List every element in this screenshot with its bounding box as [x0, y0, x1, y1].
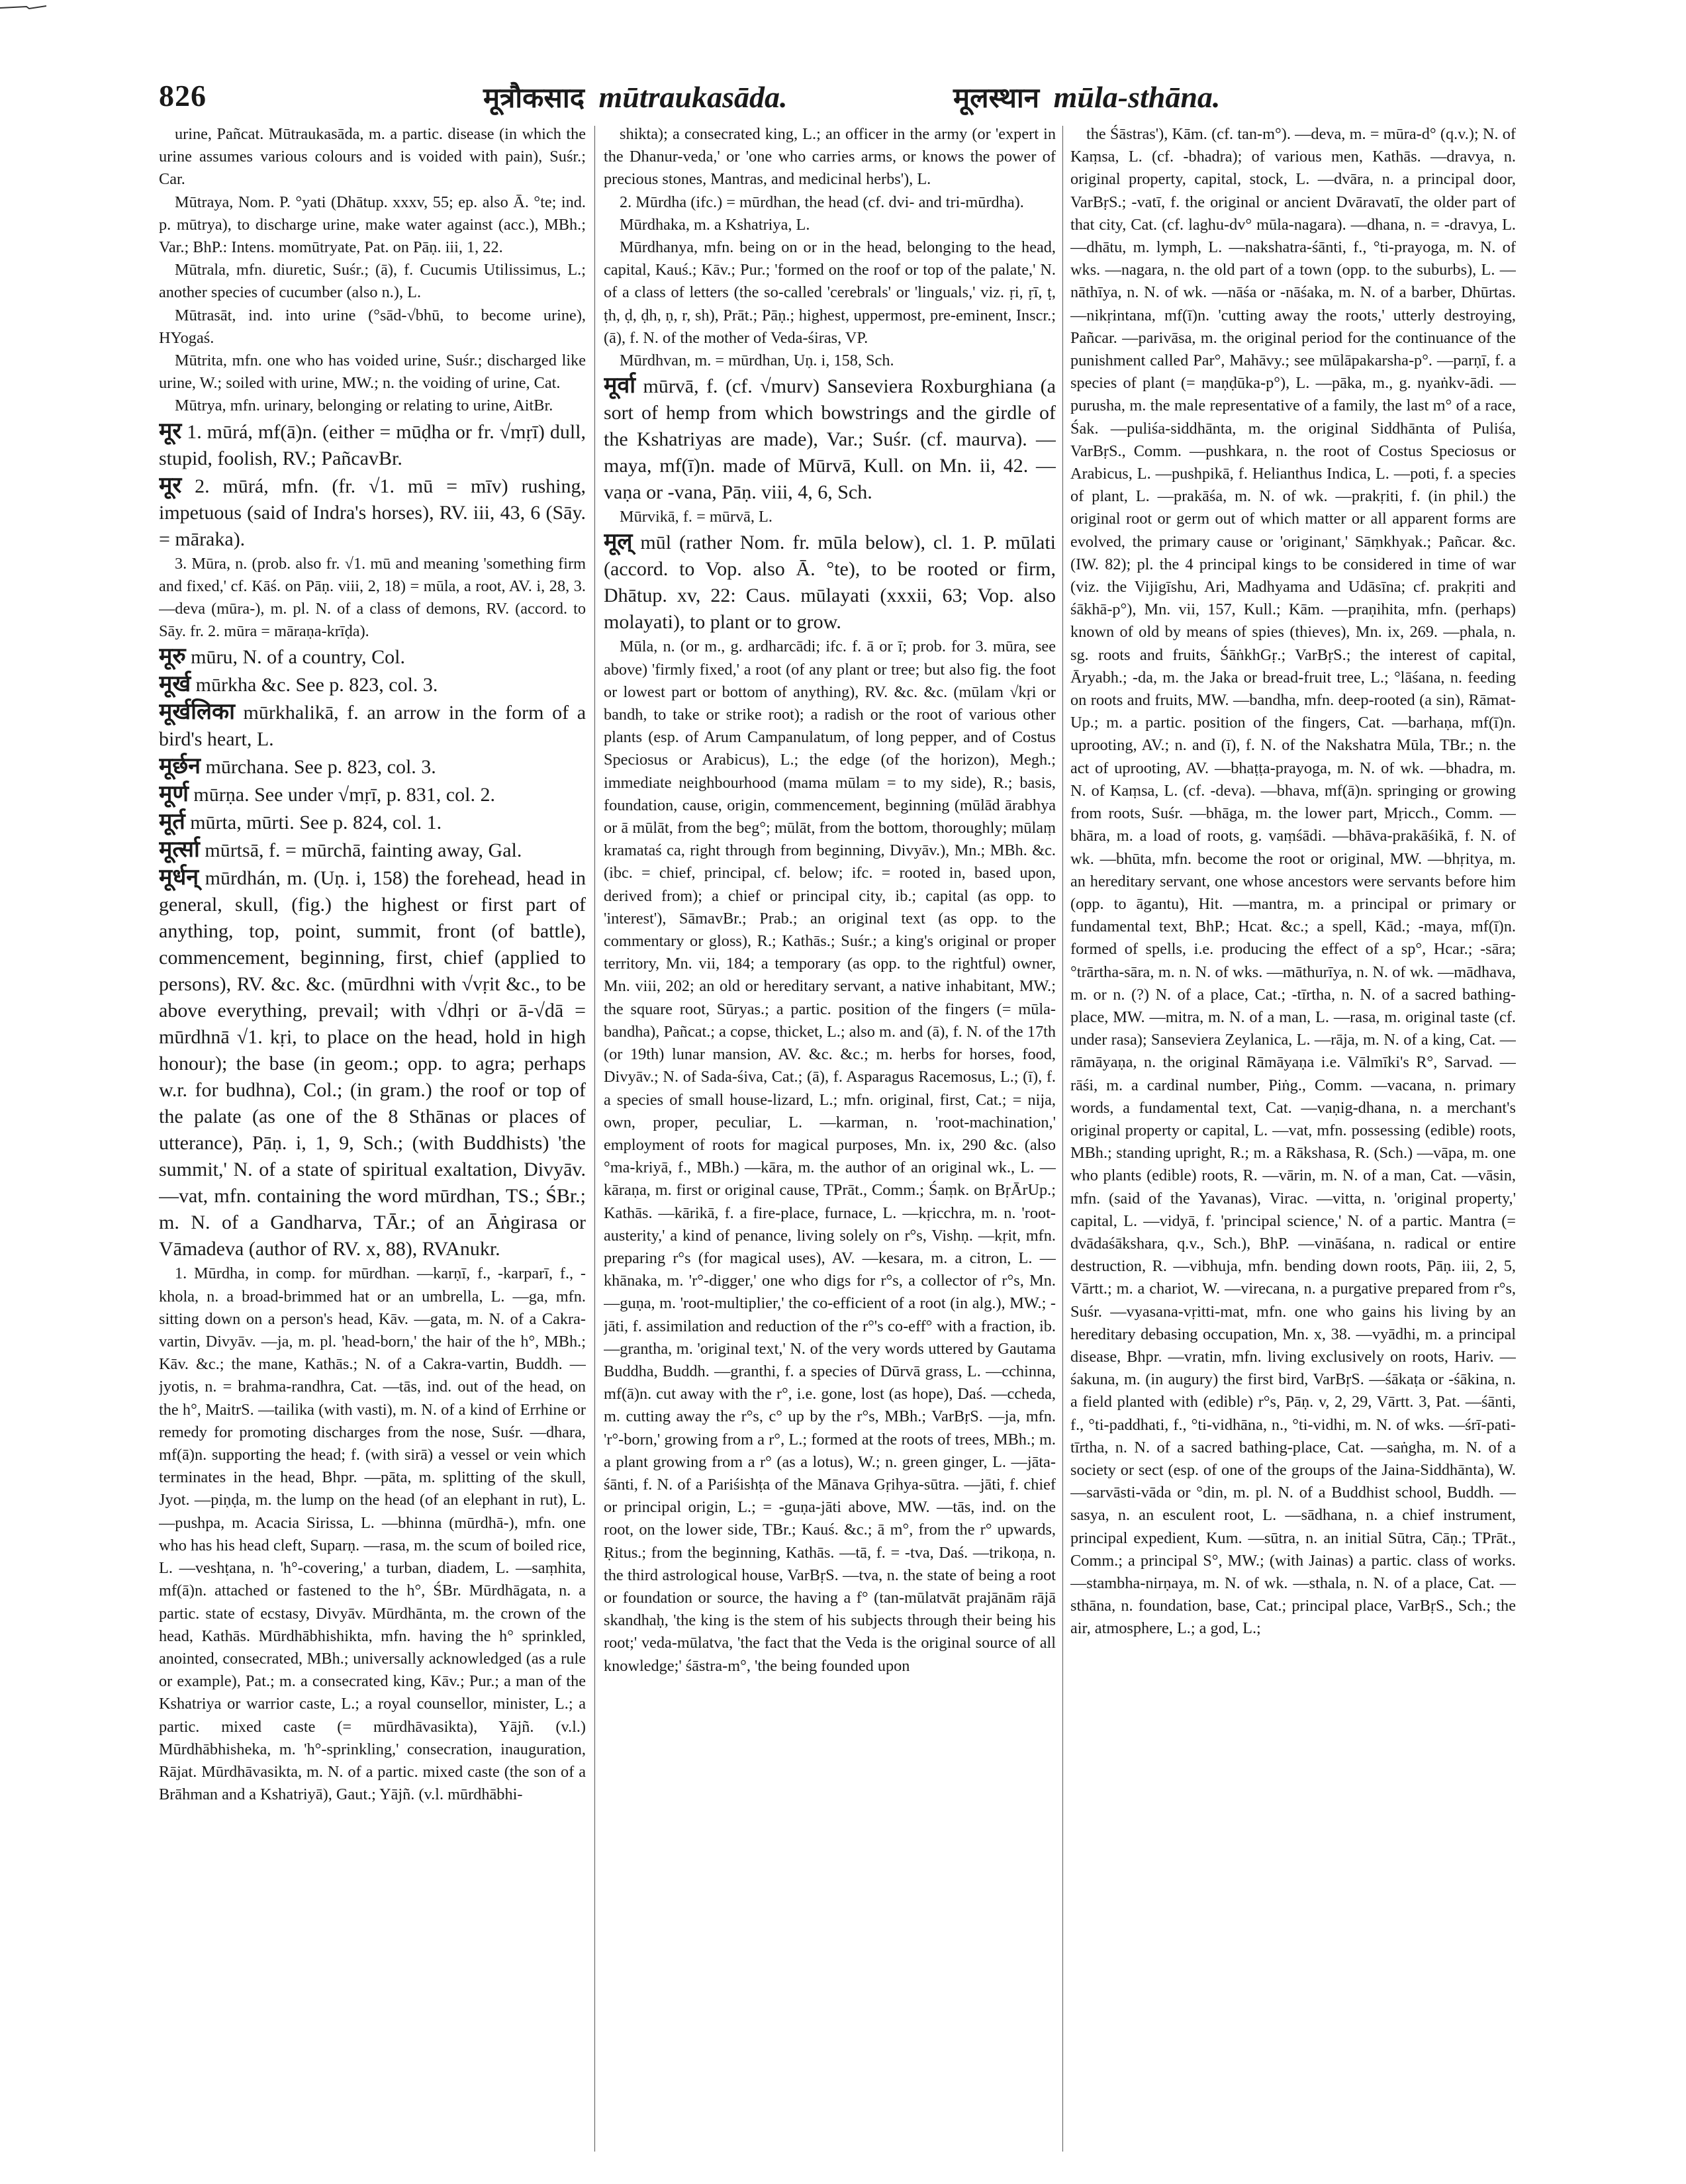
dictionary-entry: [159, 305, 586, 350]
dictionary-entry: [604, 372, 1056, 506]
column-rule: [594, 126, 595, 2152]
dictionary-entry: [604, 636, 1056, 1677]
dictionary-entry: [159, 643, 586, 671]
running-head-left-devanagari: मूत्रौकसाद: [483, 81, 585, 114]
entry-headword-devanagari: मूर: [159, 417, 182, 444]
entry-text: Mūrvikā, f. = mūrvā, L.: [620, 508, 773, 526]
entry-text: Mūtrala, mfn. diuretic, Suśr.; (ā), f. Cucumis Utilissimus, L.; another species of cucumber (also n.), L.: [159, 261, 586, 302]
entry-text: Mūtrita, mfn. one who has voided urine, Suśr.; discharged like urine, W.; soiled with urine, MW.; n. the voiding of urine, Cat.: [159, 352, 586, 393]
entry-headword-devanagari: मूर्त्सा: [159, 836, 200, 863]
dictionary-entry: [159, 698, 586, 753]
entry-headword-devanagari: मूर्खलिका: [159, 698, 235, 726]
entry-headword-devanagari: मूर्धन्: [159, 864, 199, 891]
entry-text: mūrkhalikā, f. an arrow in the form of a bird's heart, L.: [159, 702, 586, 751]
entry-text: mūrvā, f. (cf. √murv) Sanseviera Roxburghiana (a sort of hemp from which bowstrings and the girdle of the Kshatriyas are made), Var.; Suśr. (cf. maurva). —maya, mf(ī)n. made of Mūrvā, Kull. on Mn. ii, 42. —vaṇa or -vana, Pāṇ. viii, 4, 6, Sch.: [604, 375, 1056, 504]
dictionary-entry: [159, 418, 586, 472]
running-head-left: [483, 78, 788, 116]
entry-text: mūrtsā, f. = mūrchā, fainting away, Gal.: [205, 839, 522, 862]
dictionary-entry: [159, 781, 586, 808]
entry-text: Mūrdhanya, mfn. being on or in the head, belonging to the head, capital, Kauś.; Kāv.; Pur.; 'formed on the roof or top of the palate,' N. of a class of letters (the so-called 'cerebrals' or 'linguals,' viz. ṛi, ṛī, ṭ, ṭh, ḍ, ḍh, ṇ, r, sh), Prāt.; Pāṇ.; highest, uppermost, pre-eminent, Inscr.; (ā), f. N. of the mother of Veda-śiras, VP.: [604, 238, 1056, 347]
entry-text: mūrdhán, m. (Uṇ. i, 158) the forehead, head in general, skull, (fig.) the highest or first part of anything, top, point, summit, front (of battle), commencement, beginning, first, chief (applied to persons), RV. &c. &c. (mūrdhni with √vṛit &c., to be above everything, prevail; with √dhṛi or ā-√dā = mūrdhnā √1. kṛi, to place on the head, hold in high honour); the base (in geom.; opp. to agra; perhaps w.r. for budhna), Col.; (in gram.) the roof or top of the palate (as one of the 8 Sthānas or places of utterance), Pāṇ. i, 1, 9, Sch.; (with Buddhists) 'the summit,' N. of a state of spiritual exaltation, Divyāv. —vat, mfn. containing the word mūrdhan, TS.; ŚBr.; m. N. of a Gandharva, TĀr.; of an Āṅgirasa or Vāmadeva (author of RV. x, 88), RVAnukr.: [159, 867, 586, 1260]
page-number: 826: [159, 79, 207, 113]
entry-text: Mūrdhvan, m. = mūrdhan, Uṇ. i, 158, Sch.: [620, 352, 894, 370]
scan-mark: [0, 4, 46, 11]
entry-text: mūrṇa. See under √mṛī, p. 831, col. 2.: [193, 784, 495, 806]
dictionary-entry: [159, 259, 586, 304]
entry-text: mūrta, mūrti. See p. 824, col. 1.: [190, 812, 442, 834]
dictionary-entry: [159, 864, 586, 1262]
dictionary-column-3: [1070, 123, 1516, 2162]
entry-headword-devanagari: मूर: [159, 471, 182, 499]
dictionary-entry: [159, 553, 586, 643]
dictionary-entry: [1070, 123, 1516, 1640]
dictionary-entry: [159, 1262, 586, 1806]
running-head-right-transliteration: mūla-sthāna.: [1053, 80, 1221, 114]
dictionary-entry: [604, 123, 1056, 191]
entry-text: mūru, N. of a country, Col.: [191, 646, 406, 669]
entry-headword-devanagari: मूर्ण: [159, 781, 189, 808]
entry-text: Mūla, n. (or m., g. ardharcādi; ifc. f. ā or ī; prob. for 3. mūra, see above) 'firmly fixed,' a root (of any plant or tree; but also fig. the foot or lowest part or bottom of anything), RV. &c. &c. (mūlam √kṛi or bandh, to take or strike root); a radish or the root of various other plants (esp. of Arum Campanulatum, of long pepper, and of Costus Speciosus or Arabicus), L.; the edge (of the horizon), Megh.; immediate neighbourhood (mama mūlam = to my side), R.; basis, foundation, cause, origin, commencement, beginning (mūlād ārabhya or ā mūlāt, from the beg°; mūlāt, from the bottom, thoroughly; mūlaṃ kramataś ca, right through from beginning, Divyāv.), Mn.; MBh. &c. (ibc. = chief, principal, cf. below; ifc. = rooted in, based upon, derived from); a chief or principal city, ib.; capital (as opp. to 'interest'), SāmavBr.; Prab.; an original text (as opp. to the commentary or gloss), R.; Kathās.; Suśr.; a king's original or proper territory, Mn. vii, 184; a temporary (as opp. to the rightful) owner, Mn. viii, 202; an old or hereditary servant, a native inhabitant, MW.; the square root, Sūryas.; a partic. position of the fingers (= mūla-bandha), Pañcat.; a copse, thicket, L.; also m. and (ā), f. N. of the 17th (or 19th) lunar mansion, AV. &c. &c.; m. herbs for horses, food, Divyāv.; N. of Sada-śiva, Cat.; (ā), f. Asparagus Racemosus, L.; (ī), f. a species of small house-lizard, L.; mfn. original, first, Cat.; = nija, own, proper, peculiar, L. —karman, n. 'root-machination,' employment of roots for magical purposes, Mn. ix, 290 &c. (also °ma-kriyā, f., MBh.) —kāra, m. the author of an original wk., L. —kāraṇa, m. first or original cause, TPrāt., Comm.; Śaṃk. on BṛĀrUp.; Kathās. —kārikā, f. a fire-place, furnace, L. —kṛicchra, m. n. 'root-austerity,' a kind of penance, living solely on r°s, Vishṇ. —kṛit, mfn. preparing r°s (for magical uses), AV. —kesara, m. a citron, L. —khānaka, m. 'r°-digger,' one who digs for r°s, a collector of r°s, Mn. —guṇa, m. 'root-multiplier,' the co-efficient of a root (in alg.), MW.; -jāti, f. assimilation and reduction of the r°'s co-eff° with a fraction, ib. —grantha, m. 'original text,' N. of the very words uttered by Gautama Buddha, Buddh. —granthi, f. a species of Dūrvā grass, L. —cchinna, mf(ā)n. cut away with the r°, i.e. gone, lost (as hope), Daś. —ccheda, m. cutting away the r°s, c° up by the r°s, MBh.; VarBṛS. —ja, mfn. 'r°-born,' growing from a r°, L.; formed at the roots of trees, MBh.; m. a plant growing from a r° (as a lotus), W.; n. green ginger, L. —jāta-śānti, f. N. of a Pariśishṭa of the Mānava Gṛihya-sūtra. —jāti, f. chief or principal origin, L.; = -guṇa-jāti above, MW. —tās, ind. on the root, on the lower side, TBr.; Kauś. &c.; ā m°, from the r° upwards, Ṛitus.; from the beginning, Kathās. —tā, f. = -tva, Daś. —trikoṇa, n. the third astrological house, VarBṛS. —tva, n. the state of being a root or foundation or source, the having a f° (tan-mūlatvāt prajānām rājā skandhaḥ, 'the king is the stem of his subjects through their being his root;' veda-mūlatva, 'the fact that the Veda is the original source of all knowledge;' śāstra-m°, 'the being founded upon: [604, 638, 1056, 1675]
dictionary-entry: [159, 191, 586, 260]
running-head-left-transliteration: mūtraukasāda.: [598, 80, 788, 114]
entry-text: Mūtraya, Nom. P. °yati (Dhātup. xxxv, 55; ep. also Ā. °te; ind. p. mūtrya), to discharge urine, make water against (acc.), MBh.; Var.; BhP.: Intens. momūtryate, Pat. on Pāṇ. iii, 1, 22.: [159, 193, 586, 257]
entry-headword-devanagari: मूर्छन: [159, 753, 201, 780]
dictionary-entry: [159, 753, 586, 781]
dictionary-entry: [604, 191, 1056, 214]
entry-text: Mūtrya, mfn. urinary, belonging or relating to urine, AitBr.: [175, 397, 553, 415]
entry-headword-devanagari: मूल्: [604, 528, 633, 555]
column-rule: [1062, 126, 1063, 2152]
entry-text: mūrchana. See p. 823, col. 3.: [205, 756, 436, 779]
dictionary-column-1: [159, 123, 586, 2162]
dictionary-entry: [159, 808, 586, 836]
entry-text: mūl (rather Nom. fr. mūla below), cl. 1. P. mūlati (accord. to Vop. also Ā. °te), to be rooted or firm, Dhātup. xv, 22: Caus. mūlayati (xxxii, 63; Vop. also molayati), to plant or to grow.: [604, 532, 1056, 634]
entry-headword-devanagari: मूरु: [159, 643, 186, 670]
dictionary-column-2: [604, 123, 1056, 2162]
running-head-right-devanagari: मूलस्थान: [953, 81, 1040, 114]
dictionary-entry: [159, 123, 586, 191]
dictionary-entry: [604, 214, 1056, 236]
entry-text: 2. mūrá, mfn. (fr. √1. mū = mīv) rushing, impetuous (said of Indra's horses), RV. iii, 43, 6 (Sāy. = māraka).: [159, 475, 586, 550]
entry-headword-devanagari: मूर्वा: [604, 372, 636, 399]
dictionary-entry: [604, 236, 1056, 350]
entry-text: the Śāstras'), Kām. (cf. tan-m°). —deva, m. = mūra-d° (q.v.); N. of Kaṃsa, L. (cf. -bhadra); of various men, Kathās. —dravya, n. original property, capital, stock, L. —dvāra, n. a principal door, VarBṛS.; -vatī, f. the original or ancient Dvāravatī, the older part of that city, Cat. (cf. laghu-dv° mūla-nagara). —dhana, n. = -dravya, L. —dhātu, m. lymph, L. —nakshatra-śānti, f., °ti-prayoga, m. N. of wks. —nagara, n. the old part of a town (opp. to the suburbs), L. —nāthīya, n. N. of wk. —nāśa or -nāśaka, m. N. of a barber, Dhūrtas. —nikṛintana, mf(ī)n. 'cutting away the roots,' utterly destroying, Pañcar. —parivāsa, m. the original period for the continuance of the punishment called Par°, Mahāvy.; see mūlāpakarsha-p°. —parṇī, f. a species of plant (= maṇḍūka-p°), L. —pāka, m., g. nyaṅkv-ādi. —purusha, m. the male representative of a family, the last m° of a race, Śak. —puliśa-siddhānta, m. the original Siddhānta of Puliśa, VarBṛS., Comm. —pushkara, n. the root of Costus Speciosus or Arabicus, L. —pushpikā, f. Helianthus Indica, L. —poti, f. a species of plant, L. —prakāśa, m. N. of wk. —prakṛiti, f. (in phil.) the original root or germ out of which matter or all apparent forms are evolved, the primary cause or 'originant,' Sāṃkhyak.; Pañcar. &c. (IW. 82); pl. the 4 principal kings to be considered in time of war (viz. the Vijigīshu, Ari, Madhyama and Udāsīna; cf. prakṛiti and śākhā-p°), Mn. vii, 157, Kull.; Kām. —praṇihita, mfn. (perhaps) known of old by means of spies (thieves), Mn. ix, 269. —phala, n. sg. roots and fruits, ŚāṅkhGṛ.; VarBṛS.; the interest of capital, Āryabh.; -da, m. the Jaka or bread-fruit tree, L.; °lāśana, n. feeding on roots and fruits, MW. —bandha, mfn. deep-rooted (a sin), Rāmat-Up.; m. a partic. position of the fingers, Cat. —barhaṇa, mf(ī)n. uprooting, AV.; n. and (ī), f. N. of the Nakshatra Mūla, TBr.; n. the act of uprooting, AV. —bhaṭṭa-prayoga, m. N. of wk. —bhadra, m. N. of Kaṃsa, L. (cf. -deva). —bhava, mf(ā)n. springing or growing from roots, Suśr. —bhāga, m. the lower part, Mṛicch., Comm. —bhāra, m. a load of roots, g. vaṃśādi. —bhāva-prakāśikā, f. N. of wk. —bhūta, mfn. become the root or original, MW. —bhṛitya, m. an hereditary servant, one whose ancestors were servants before him (opp. to āgantu), Hit. —mantra, m. a principal or primary or fundamental text, BhP.; Hcat. &c.; a spell, Kād.; -maya, mf(ī)n. formed of spells, i.e. producing the effect of a sp°, Hcar.; -sāra; °trārtha-sāra, m. n. N. of wks. —māthurīya, n. N. of wk. —mādhava, m. or n. (?) N. of a place, Cat.; -tīrtha, n. N. of a sacred bathing-place, MW. —mitra, m. N. of a man, L. —rasa, m. original taste (cf. under rasa); Sanseviera Zeylanica, L. —rāja, m. N. of a king, Cat. —rāmāyaṇa, n. the original Rāmāyaṇa i.e. Vālmīki's R°, Sarvad. —rāśi, m. a cardinal number, Piṅg., Comm. —vacana, n. primary words, a fundamental text, Cat. —vaṇig-dhana, n. a merchant's original property or capital, L. —vat, mfn. possessing (edible) roots, MBh.; standing upright, R.; m. a Rākshasa, R. (Sch.) —vāpa, m. one who plants (edible) roots, R. —vārin, m. N. of a man, Cat. —vāsin, mfn. (said of the Yavanas), Virac. —vitta, n. 'original property,' capital, L. —vidyā, f. 'principal science,' N. of a partic. Mantra (= dvādaśākshara, q.v., Sch.), BhP. —vināśana, n. radical or entire destruction, R. —vibhuja, mfn. bending down roots, Pāṇ. iii, 2, 5, Vārtt.; m. a chariot, W. —virecana, n. a purgative prepared from r°s, Suśr. —vyasana-vṛitti-mat, mfn. one who gains his living by an hereditary debasing occupation, Mn. x, 38. —vyādhi, m. a principal disease, Bhpr. —vratin, mfn. living exclusively on roots, Hariv. —śakuna, m. (in augury) the first bird, VarBṛS. —śākaṭa or -śākina, n. a field planted with (edible) r°s, Pāṇ. v, 2, 29, Vārtt. 3, Pat. —śānti, f., °ti-paddhati, f., °ti-vidhāna, n., °ti-vidhi, m. N. of wks. —śrī-pati-tīrtha, n. N. of a sacred bathing-place, Cat. —saṅgha, m. N. of a society or sect (esp. of one of the groups of the Jaina-Siddhānta), W. —sarvāsti-vāda or °din, m. pl. N. of a Buddhist school, Buddh. —sasya, n. an esculent root, L. —sādhana, n. a chief instrument, principal expedient, Kum. —sūtra, n. an initial Sūtra, Cāṇ.; TPrāt., Comm.; a principal S°, MW.; (with Jainas) a partic. class of works. —stambha-nirṇaya, m. N. of wk. —sthala, n. N. of a place, Cat. —sthāna, n. foundation, base, Cat.; principal place, VarBṛS., Sch.; the air, atmosphere, L.; a god, L.;: [1070, 125, 1516, 1638]
entry-headword-devanagari: मूर्ख: [159, 671, 191, 698]
entry-text: Mūrdhaka, m. a Kshatriya, L.: [620, 215, 810, 234]
dictionary-entry: [159, 472, 586, 553]
entry-text: mūrkha &c. See p. 823, col. 3.: [195, 674, 438, 696]
dictionary-entry: [604, 528, 1056, 636]
dictionary-entry: [159, 395, 586, 417]
entry-text: Mūtrasāt, ind. into urine (°sād-√bhū, to become urine), HYogaś.: [159, 306, 586, 347]
entry-text: shikta); a consecrated king, L.; an officer in the army (or 'expert in the Dhanur-veda,' or 'one who carries arms, or knows the power of precious stones, Mantras, and medicinal herbs'), L.: [604, 125, 1056, 189]
entry-text: urine, Pañcat. Mūtraukasāda, m. a partic. disease (in which the urine assumes various colours and is voided with pain), Suśr.; Car.: [159, 125, 586, 189]
entry-text: 1. mūrá, mf(ā)n. (either = mūḍha or fr. √mṛī) dull, stupid, foolish, RV.; PañcavBr.: [159, 420, 586, 469]
entry-text: 2. Mūrdha (ifc.) = mūrdhan, the head (cf. dvi- and tri-mūrdha).: [620, 193, 1024, 211]
dictionary-entry: [159, 350, 586, 395]
dictionary-entry: [604, 506, 1056, 528]
running-head-right: [953, 78, 1220, 116]
dictionary-entry: [159, 836, 586, 864]
dictionary-entry: [604, 350, 1056, 372]
dictionary-entry: [159, 671, 586, 698]
entry-headword-devanagari: मूर्त: [159, 808, 185, 835]
entry-text: 1. Mūrdha, in comp. for mūrdhan. —karṇī, f., -karparī, f., -khola, n. a broad-brimmed hat or an umbrella, L. —ga, mfn. sitting down on a person's head, Kāv. —gata, m. N. of a Cakra-vartin, Divyāv. —ja, m. pl. 'head-born,' the hair of the h°, MBh.; Kāv. &c.; the mane, Kathās.; N. of a Cakra-vartin, Buddh. —jyotis, n. = brahma-randhra, Cat. —tās, ind. out of the head, on the h°, MaitrS. —tailika (with vasti), m. N. of a kind of Errhine or remedy for promoting discharges from the nose, Suśr. —dhara, mf(ā)n. supporting the head; f. (with sirā) a vessel or vein which terminates in the head, Bhpr. —pāta, m. splitting of the skull, Jyot. —piṇḍa, m. the lump on the head (of an elephant in rut), L. —pushpa, m. Acacia Sirissa, L. —bhinna (mūrdhā-), mfn. one who has his head cleft, Suparṇ. —rasa, m. the scum of boiled rice, L. —veshṭana, n. 'h°-covering,' a turban, diadem, L. —saṃhita, mf(ā)n. attached or fastened to the h°, ŚBr. Mūrdhāgata, n. a partic. state of ecstasy, Divyāv. Mūrdhānta, m. the crown of the head, Kathās. Mūrdhābhishikta, mfn. having the h° sprinkled, anointed, consecrated, MBh.; universally acknowledged (as a rule or example), Pat.; m. a consecrated king, Kāv.; Pur.; a man of the Kshatriya or warrior caste, L.; a royal counsellor, minister, L.; a partic. mixed caste (= mūrdhāvasikta), Yājñ. (v.l.) Mūrdhābhisheka, m. 'h°-sprinkling,' consecration, inauguration, Rājat. Mūrdhāvasikta, m. N. of a partic. mixed caste (the son of a Brāhman and a Kshatriyā), Gaut.; Yājñ. (v.l. mūrdhābhi-: [159, 1264, 586, 1804]
entry-text: 3. Mūra, n. (prob. also fr. √1. mū and meaning 'something firm and fixed,' cf. Kāś. on Pāṇ. viii, 2, 18) = mūla, a root, AV. i, 28, 3. —deva (mūra-), m. pl. N. of a class of demons, RV. (accord. to Sāy. fr. 2. mūra = māraṇa-krīḍa).: [159, 554, 586, 641]
